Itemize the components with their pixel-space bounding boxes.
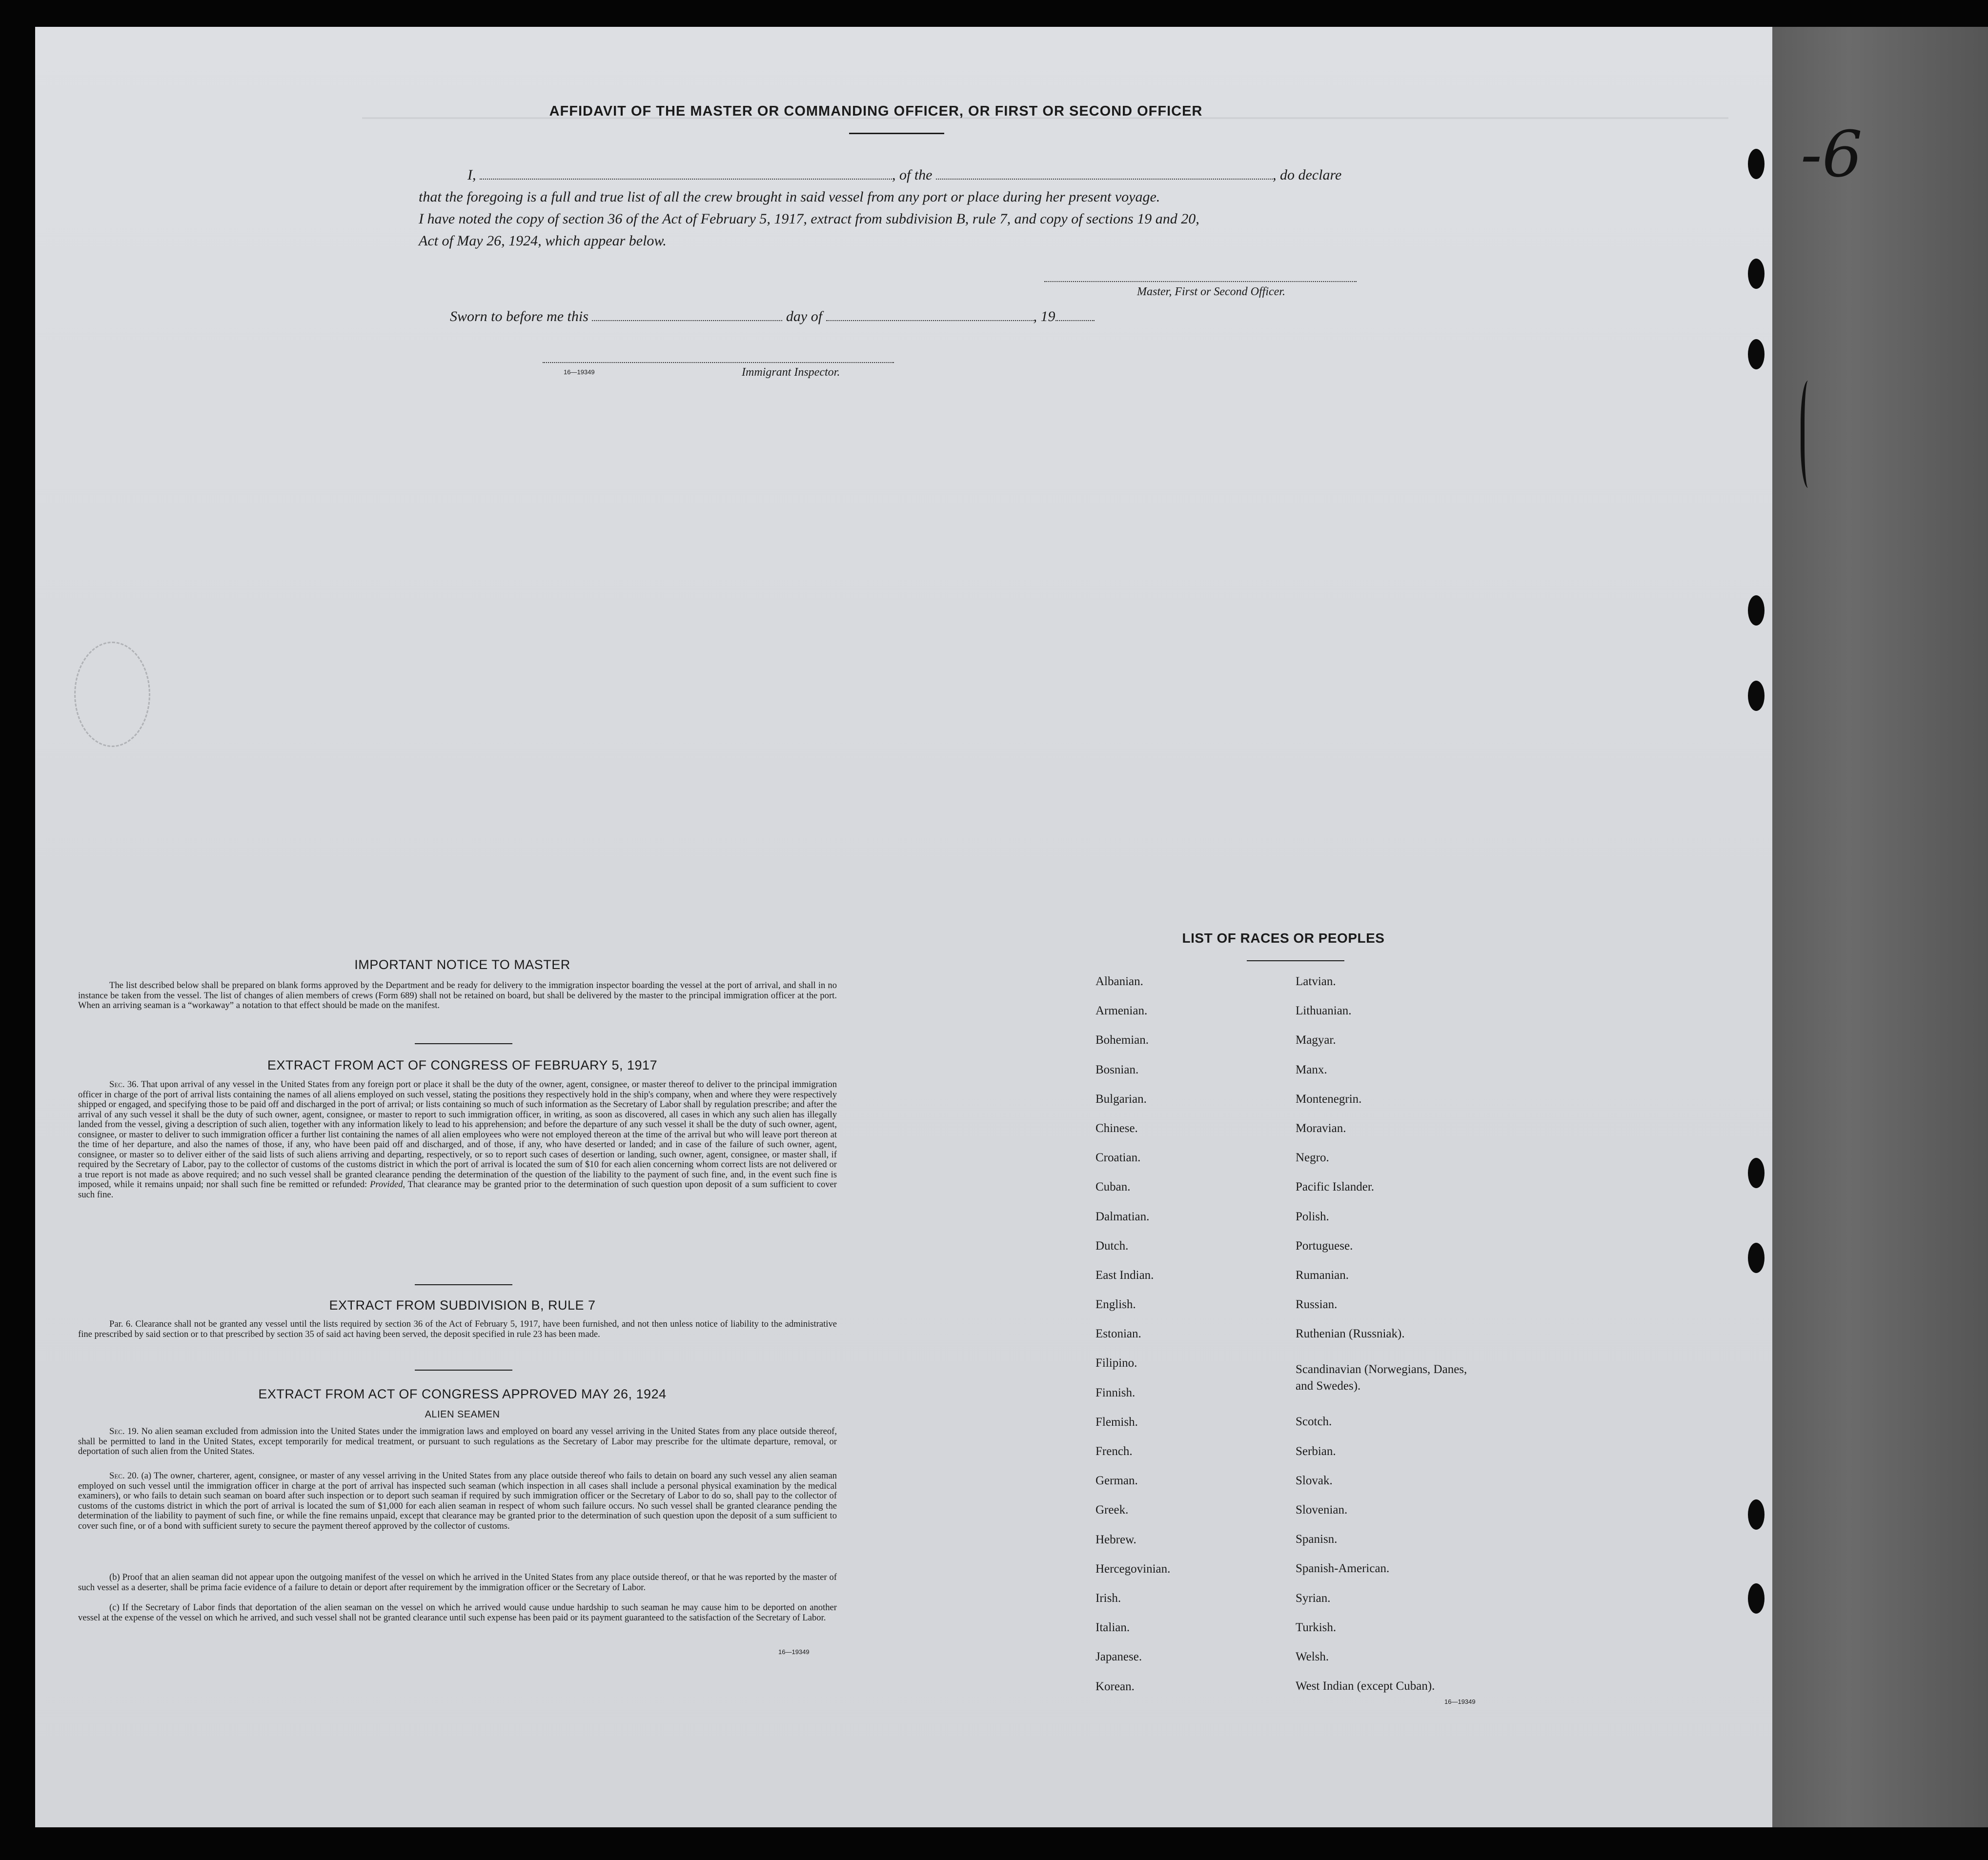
section-20a-body: (a) The owner, charterer, agent, consignee, or master of any vessel arriving in the United States from any place outside thereof who fails to detain on board any such vessel any alien seaman employed on such vessel until the immigration officer in charge at the port of arrival has inspected such seaman (which inspection in all cases shall include a personal physical examination by the medical examiners), or who fails to detain such seaman on board after such inspection or to deport such seaman if required by such immigration officer or the Secretary of Labor to do so, shall pay to the collector of customs of the customs district in which the port of arrival is located the sum of $1,000 for each alien seaman in respect of whom such failure occurs. No such vessel shall be granted clearance pending the determination of the liability to payment of such fine, or while the fine remains unpaid, except that clearance may be granted prior to the determination of such question upon the deposit of a sum sufficient to cover such fine, or of a bond with sufficient surety to secure the payment thereof approved by the collector of customs.	[78, 1471, 837, 1531]
punch-hole	[1748, 259, 1765, 289]
proviso-label: Provided,	[369, 1179, 406, 1190]
do-declare-label: , do declare	[1273, 167, 1342, 183]
day-of-label: day of	[786, 308, 823, 324]
handwritten-page-number: -6	[1801, 117, 1863, 191]
title-rule	[849, 133, 944, 134]
punch-hole	[1748, 149, 1765, 179]
underlying-page	[1757, 27, 1988, 1827]
sworn-line	[450, 308, 1095, 325]
form-number: 16—19349	[778, 1648, 810, 1656]
faded-stamp	[74, 642, 150, 747]
handwritten-stroke	[1801, 381, 1819, 488]
section-label: Sec. 20.	[109, 1471, 139, 1481]
race-item: Slovak.	[1296, 1474, 1333, 1487]
proviso-text: That clearance may be granted prior to the determination of such question upon deposit of a sum sufficient to cover such fine.	[78, 1179, 837, 1200]
punch-hole	[1748, 1499, 1765, 1530]
section-label: Sec. 19.	[109, 1426, 139, 1436]
race-item: Scotch.	[1296, 1415, 1332, 1429]
race-item: Welsh.	[1296, 1650, 1329, 1663]
race-item: Albanian.	[1095, 975, 1143, 988]
race-item: Bosnian.	[1095, 1063, 1139, 1076]
section-label: Sec. 36.	[109, 1079, 139, 1090]
race-item: Greek.	[1095, 1503, 1129, 1517]
punch-hole	[1748, 595, 1765, 626]
section-36-text: That upon arrival of any vessel in the United States from any foreign port or place it shall be the duty of the owner, agent, consignee, or master thereof to deliver to the principal immigration officer in charge of the port of arrival lists containing the names of all aliens employed on such vessel, stating the positions they respectively hold in the ship's company, when and where they were respectively shipped or engaged, and specifying those to be paid off and discharged in the port of arrival; or lists containing so much of such information as the Secretary of Labor shall by regulation prescribe; and after the arrival of any such vessel it shall be the duty of such owner, agent, consignee, or master to report to such immigration officer, in writing, as soon as discovered, all cases in which any such alien has illegally landed from the vessel, giving a description of such alien, together with any information likely to lead to his apprehension; and before the departure of any such vessel it shall be the duty of such owner, agent, consignee, or master to deliver to such immigration officer a further list containing the names of all alien employees who were not employed thereon at the time of the arrival but who will leave port thereon at the time of her departure, and also the names of those, if any, who have been paid off and discharged, and of those, if any, who have deserted or landed; and in case of the failure of such owner, agent, consignee, or master so to deliver either of the said lists of such aliens arriving and departing, respectively, or so to report such cases of desertion or landing, such owner, agent, consignee, or master shall, if required by the Secretary of Labor, pay to the collector of customs of the customs district in which the port of arrival is located the sum of $10 for each alien concerning whom correct lists are not delivered or a true report is not made as above required; and no such vessel shall be granted clearance pending the determination of the question of the liability to the payment of such fine, and, in the event such fine is imposed, while it remains unpaid; nor shall such fine be remitted or refunded:	[78, 1079, 837, 1190]
vessel-name-field[interactable]	[936, 179, 1273, 180]
declaration-text-line-2: that the foregoing is a full and true list of all the crew brought in said vessel from any port or place during her present voyage.	[419, 189, 1160, 205]
race-item: German.	[1095, 1474, 1138, 1488]
race-item: Ruthenian (Russniak).	[1296, 1327, 1405, 1341]
declaration-text-line-3: I have noted the copy of section 36 of the Act of February 5, 1917, extract from subdivision B, rule 7, and copy of sections 19 and 20,	[419, 211, 1199, 227]
punch-hole	[1748, 339, 1765, 369]
signature-line[interactable]	[1044, 281, 1357, 282]
inspector-signature-line[interactable]	[543, 362, 894, 363]
declarant-name-field[interactable]	[480, 179, 892, 180]
form-number: 16—19349	[1444, 1698, 1476, 1705]
signature-label: Master, First or Second Officer.	[1137, 285, 1285, 298]
punch-hole	[1748, 1158, 1765, 1188]
race-item: Cuban.	[1095, 1180, 1131, 1194]
divider	[415, 1370, 512, 1371]
race-item: Chinese.	[1095, 1121, 1138, 1135]
punch-hole	[1748, 681, 1765, 711]
race-item: Syrian.	[1296, 1591, 1331, 1605]
subdivision-b-title: EXTRACT FROM SUBDIVISION B, RULE 7	[329, 1298, 596, 1313]
inspector-label: Immigrant Inspector.	[742, 366, 840, 379]
extract-1917-text	[78, 1080, 837, 1200]
divider	[415, 1043, 512, 1044]
race-item: Moravian.	[1296, 1121, 1346, 1135]
race-item: Hebrew.	[1095, 1533, 1136, 1546]
punch-hole	[1748, 1583, 1765, 1614]
punch-hole	[1748, 1243, 1765, 1273]
race-item: Bohemian.	[1095, 1033, 1149, 1047]
sworn-day-field[interactable]	[592, 320, 782, 321]
race-item: Hercegovinian.	[1095, 1562, 1171, 1576]
race-item: Pacific Islander.	[1296, 1180, 1375, 1194]
race-item: Latvian.	[1296, 975, 1336, 988]
race-item: East Indian.	[1095, 1268, 1154, 1282]
race-item: Estonian.	[1095, 1327, 1141, 1341]
declaration-text-line-4: Act of May 26, 1924, which appear below.	[419, 233, 667, 249]
race-item: Polish.	[1296, 1210, 1329, 1223]
subdivision-b-text: Par. 6. Clearance shall not be granted any vessel until the lists required by section 36 of the Act of February 5, 1917, have been furnished, and not then unless notice of liability to the administrative fine prescribed by said section or to that prescribed by section 35 of said act having been served, the deposit specified in rule 23 has been made.	[78, 1319, 837, 1339]
race-item: French.	[1095, 1445, 1133, 1458]
race-item: Filipino.	[1095, 1356, 1137, 1370]
affidavit-title: AFFIDAVIT OF THE MASTER OR COMMANDING OFFICER, OR FIRST OR SECOND OFFICER	[549, 103, 1203, 119]
race-item: Bulgarian.	[1095, 1092, 1147, 1106]
race-item: Dutch.	[1095, 1239, 1129, 1253]
of-the-label: , of the	[892, 167, 933, 183]
race-item: Serbian.	[1296, 1444, 1336, 1458]
race-item: Irish.	[1095, 1591, 1121, 1605]
form-sheet	[35, 27, 1772, 1827]
extract-1917-title: EXTRACT FROM ACT OF CONGRESS OF FEBRUARY 5, 1917	[267, 1058, 658, 1072]
race-item: Magyar.	[1296, 1033, 1336, 1047]
sworn-label: Sworn to before me this	[450, 308, 588, 324]
divider	[415, 1284, 512, 1285]
alien-seamen-subtitle: ALIEN SEAMEN	[425, 1409, 500, 1420]
race-item: Lithuanian.	[1296, 1004, 1352, 1018]
sworn-year-field[interactable]	[1055, 320, 1095, 321]
notice-title: IMPORTANT NOTICE TO MASTER	[354, 957, 570, 972]
notice-text: The list described below shall be prepared on blank forms approved by the Department and be ready for delivery to the immigration inspector boarding the vessel at the port of arrival, and shall in no instance be taken from the vessel. The list of changes of alien members of crews (Form 689) shall not be retained on board, but shall be delivered by the master to the principal immigration officer at the port. When an arriving seaman is a “workaway” a notation to that effect should be made on the manifest.	[78, 980, 837, 1011]
race-item: Scandinavian (Norwegians, Danes, and Swedes).	[1296, 1363, 1467, 1393]
form-number: 16—19349	[564, 368, 595, 376]
race-item: Italian.	[1095, 1621, 1130, 1635]
races-list-left	[1095, 975, 1281, 1709]
races-title-rule	[1247, 960, 1344, 961]
race-item: Armenian.	[1095, 1004, 1148, 1018]
race-item: Russian.	[1296, 1298, 1338, 1312]
race-item: Portuguese.	[1296, 1239, 1353, 1253]
race-item: Finnish.	[1095, 1386, 1136, 1399]
section-20b-text: (b) Proof that an alien seaman did not appear upon the outgoing manifest of the vessel on which he arrived in the United States from any place outside thereof, or that he was reported by the master of such vessel as a deserter, shall be prima facie evidence of a failure to detain or deport after requirement by the immigration officer or the Secretary of Labor.	[78, 1572, 837, 1593]
section-20c-text: (c) If the Secretary of Labor finds that deportation of the alien seaman on the vessel on which he arrived would cause undue hardship to such seaman he may cause him to be deported on another vessel at the expense of the vessel on which he arrived, and such vessel shall not be granted clearance until such expense has been paid or its payment guaranteed to the satisfaction of the Secretary of Labor.	[78, 1602, 837, 1623]
race-item: Manx.	[1296, 1063, 1327, 1076]
section-19-body: No alien seaman excluded from admission into the United States under the immigration laws and employed on board any vessel arriving in the United States from any place outside thereof, shall be permitted to land in the United States, except temporarily for medical treatment, or pursuant to such regulations as the Secretary of Labor may prescribe for the ultimate departure, removal, or deportation of such alien from the United States.	[78, 1426, 837, 1456]
race-item: Japanese.	[1095, 1650, 1142, 1664]
race-item: Spanisn.	[1296, 1533, 1338, 1546]
race-item: Croatian.	[1095, 1151, 1141, 1165]
race-item: Spanish-American.	[1296, 1562, 1390, 1576]
races-list-right	[1296, 975, 1481, 1709]
race-item: West Indian (except Cuban).	[1296, 1679, 1435, 1693]
race-item: English.	[1095, 1298, 1136, 1312]
sworn-month-field[interactable]	[826, 320, 1034, 321]
race-item: Flemish.	[1095, 1415, 1138, 1429]
section-19-text	[78, 1427, 837, 1457]
race-item: Dalmatian.	[1095, 1210, 1150, 1223]
race-item: Slovenian.	[1296, 1503, 1348, 1516]
race-item: Turkish.	[1296, 1620, 1337, 1634]
declaration-line	[467, 167, 1341, 183]
race-item: Korean.	[1095, 1679, 1135, 1693]
declarant-prefix: I,	[467, 167, 476, 183]
races-title: LIST OF RACES OR PEOPLES	[1182, 930, 1385, 946]
race-item: Rumanian.	[1296, 1268, 1349, 1282]
year-prefix-label: , 19	[1033, 308, 1055, 324]
section-20a-text	[78, 1471, 837, 1531]
race-item: Montenegrin.	[1296, 1092, 1362, 1106]
extract-1924-title: EXTRACT FROM ACT OF CONGRESS APPROVED MAY 26, 1924	[258, 1387, 667, 1401]
race-item: Negro.	[1296, 1151, 1329, 1165]
